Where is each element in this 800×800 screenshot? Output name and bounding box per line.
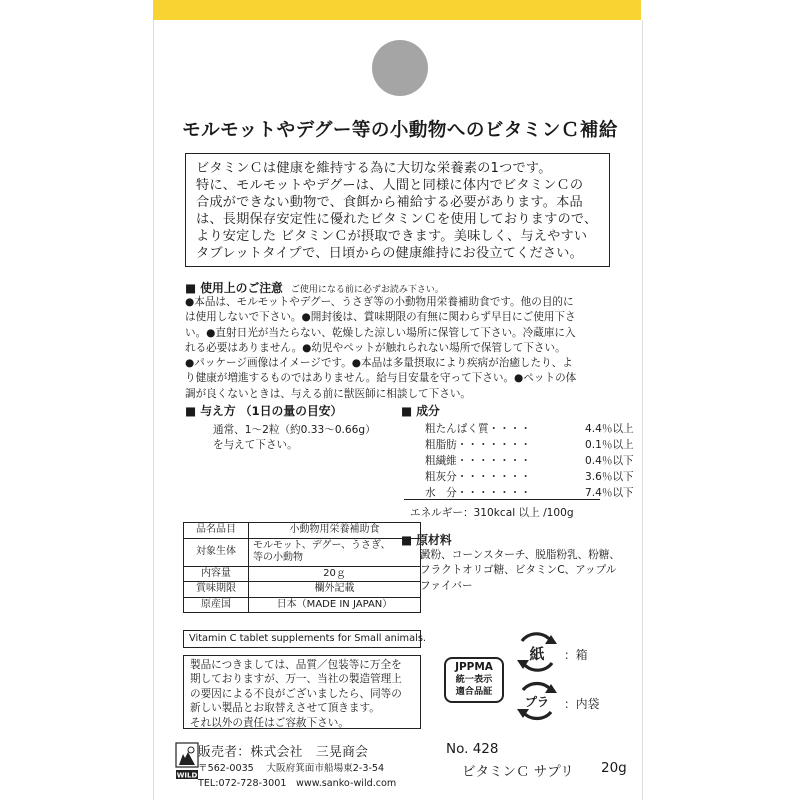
spec-key: 賞味期限 — [184, 582, 249, 598]
composition-value: 0.1％以上 — [585, 439, 634, 451]
plastic-recycle-label: ：内袋 — [564, 697, 600, 711]
spec-key: 対象生体 — [184, 538, 249, 566]
caution-body — [185, 295, 613, 402]
dosage-body — [213, 423, 376, 454]
caution-heading — [185, 279, 444, 296]
seller-name: 販売者：株式会社 三晃商会 — [198, 745, 369, 760]
page-title: モルモットやデグー等の小動物へのビタミンＣ補給 — [182, 120, 618, 141]
plastic-mark-text: プラ — [524, 695, 550, 709]
spec-value: 小動物用栄養補助食 — [249, 523, 421, 539]
spec-value — [249, 538, 421, 566]
caution-line: ●本品は、モルモットやデグー、うさぎ等の小動物用栄養補助食です。他の目的に — [185, 296, 574, 308]
spec-value: 20ｇ — [249, 566, 421, 582]
intro-line: は、長期保存安定性に優れたビタミンＣを使用しておりますので、 — [196, 212, 598, 227]
logo-text: WILD — [176, 771, 198, 780]
spec-value: 欄外記載 — [249, 582, 421, 598]
spec-value-line: モルモット、デグー、うさぎ、 — [253, 539, 391, 551]
english-description: Vitamin C tablet supplements for Small animals. — [183, 630, 421, 648]
jppma-line: 統一表示 — [455, 674, 493, 685]
caution-title: ■ 使用上のご注意 — [185, 281, 283, 295]
seller-contact: TEL:072-728-3001 www.sanko-wild.com — [198, 778, 397, 789]
composition-name: 粗灰分・・・・・・・ — [425, 471, 531, 483]
composition-value: 0.4％以下 — [585, 455, 634, 467]
caution-line: り健康が増進するものではありません。給与目安量を守って下さい。●ペットの体 — [185, 372, 577, 385]
notice-line: 期しておりますが、万一、当社の製造管理上 — [190, 673, 402, 686]
table-row — [184, 597, 421, 613]
intro-line: より安定した ビタミンＣが摂取できます。美味しく、与えやすい — [196, 229, 588, 244]
jppma-badge — [444, 657, 504, 703]
composition-name: 粗たんぱく質・・・・ — [425, 423, 531, 435]
jppma-line: 適合品証 — [455, 686, 493, 697]
intro-line: タブレットタイプで、日頃からの健康維持にお役立てください。 — [196, 246, 584, 261]
jppma-title: JPPMA — [455, 661, 493, 673]
intro-line: 特に、モルモットやデグーは、人間と同様に体内でビタミンＣの — [196, 178, 584, 193]
spec-key: 内容量 — [184, 566, 249, 582]
quality-notice-box — [183, 655, 421, 729]
composition-value: 7.4％以下 — [585, 487, 634, 499]
dosage-line: を与えて下さい。 — [213, 439, 298, 452]
product-weight: 20g — [601, 760, 627, 776]
notice-line: 新しい製品とお取替えさせて頂きます。 — [190, 702, 380, 715]
caution-line: 調が良くないときは、与える前に獣医師に相談して下さい。 — [185, 387, 472, 400]
table-row — [184, 538, 421, 566]
top-color-band — [153, 0, 641, 20]
raw-materials-line: 澱粉、コーンスターチ、脱脂粉乳、粉糖、 — [420, 549, 621, 561]
raw-materials-heading: ■ 原材料 — [401, 533, 452, 547]
product-number: No. 428 — [446, 741, 499, 757]
spec-key: 原産国 — [184, 597, 249, 613]
spec-value-line: 等の小動物 — [253, 552, 303, 563]
caution-line: い。●直射日光が当たらない、乾燥した涼しい場所に保管して下さい。冷蔵庫に入 — [185, 326, 576, 339]
caution-line: は使用しないで下さい。●開封後は、賞味期限の有無に関わらず早目にご使用下さ — [185, 311, 576, 324]
caution-subtitle: ご使用になる前に必ずお読み下さい。 — [290, 285, 444, 295]
seller-address: 〒562-0035 大阪府箕面市船場東2-3-54 — [198, 763, 385, 774]
table-row — [184, 582, 421, 598]
composition-value: 3.6％以下 — [585, 471, 634, 483]
notice-line: の要因による不良がございましたら、同等の — [190, 687, 402, 700]
composition-name: 粗繊維・・・・・・・ — [425, 455, 531, 467]
hang-hole — [372, 40, 428, 96]
spec-key: 品名品目 — [184, 523, 249, 539]
dosage-heading: ■ 与え方 （1日の量の目安） — [185, 404, 343, 418]
wild-logo — [175, 742, 199, 780]
intro-line: ビタミンＣは健康を維持する為に大切な栄養素の1つです。 — [196, 161, 552, 176]
composition-name: 粗脂肪・・・・・・・ — [425, 439, 531, 451]
caution-line: れる必要はありません。●幼児やペットが触れられない場所で保管して下さい。 — [185, 341, 566, 354]
composition-value: 4.4％以上 — [585, 423, 634, 435]
paper-mark-text: 紙 — [529, 645, 545, 663]
notice-line: それ以外の責任はご容赦下さい。 — [190, 716, 349, 729]
raw-materials-line: フラクトオリゴ糖、ビタミンC、アップル — [420, 564, 617, 577]
composition-heading: ■ 成分 — [401, 404, 440, 418]
composition-divider — [404, 499, 600, 500]
paper-recycle-label: ：箱 — [564, 648, 588, 662]
spec-table — [183, 522, 421, 613]
raw-materials-line: ファイバー — [420, 579, 473, 592]
composition-name: 水 分・・・・・・・ — [425, 487, 531, 499]
spec-value: 日本（MADE IN JAPAN） — [249, 597, 421, 613]
dosage-line: 通常、1〜2粒（約0.33〜0.66g） — [213, 424, 376, 436]
product-name: ビタミンＣ サプリ — [462, 764, 574, 780]
table-row — [184, 566, 421, 582]
table-row — [184, 523, 421, 539]
plastic-recycle-icon — [514, 680, 560, 722]
caution-line: ●パッケージ画像はイメージです。●本品は多量摂取により疾病が治癒したり、よ — [185, 357, 573, 370]
paper-recycle-icon — [514, 632, 560, 672]
raw-materials-body — [420, 548, 620, 594]
energy-value: エネルギー：310kcal 以上 /100g — [410, 507, 574, 519]
notice-line: 製品につきましては、品質／包装等に万全を — [190, 659, 402, 671]
intro-line: 合成ができない動物で、食餌から補給する必要があります。本品 — [196, 195, 583, 210]
intro-box — [185, 153, 610, 267]
